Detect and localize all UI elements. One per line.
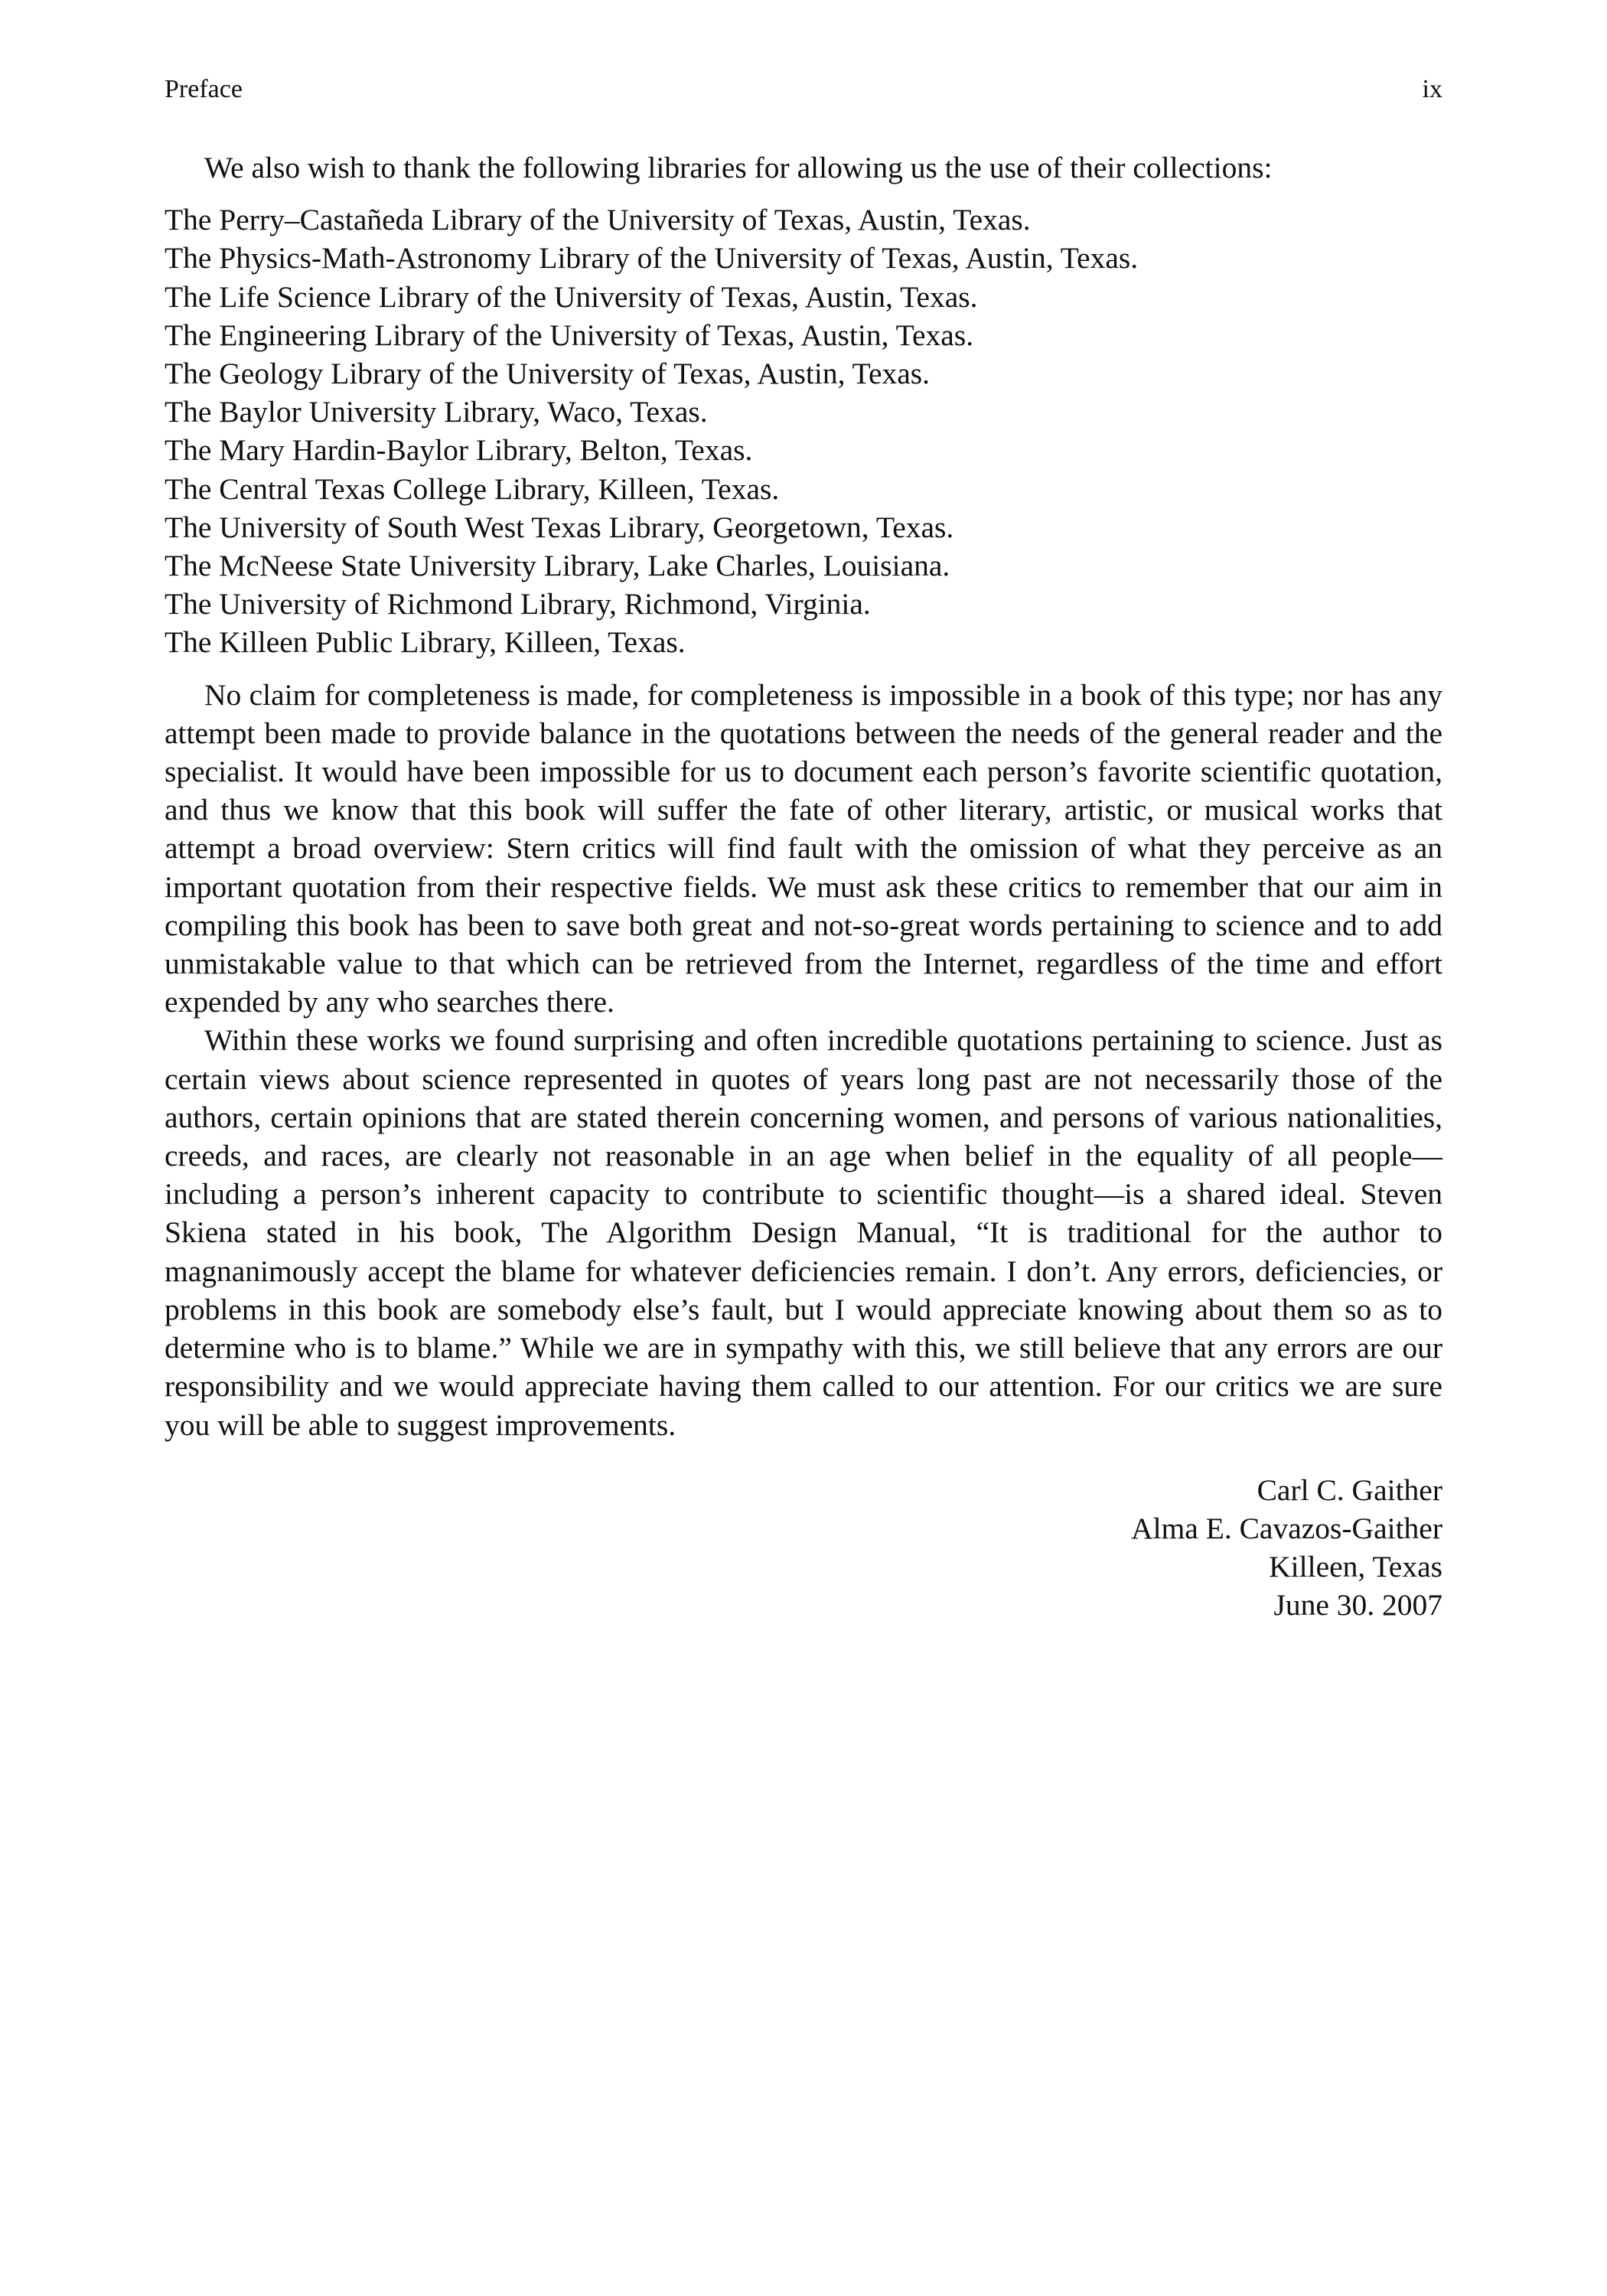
library-item: The University of South West Texas Library, Georgetown, Texas. xyxy=(165,510,954,544)
body-text xyxy=(165,148,1442,1625)
completeness-paragraph: No claim for completeness is made, for completeness is impossible in a book of this type; nor has any attempt been made to provide balance in the quotations between the needs of the general reader and the specialist. It would have been impossible for us to document each person’s favorite scientific quotation, and thus we know that this book will suffer the fate of other literary, artistic, or musical works that attempt a broad overview: Stern critics will find fault with the omission of what they perceive as an important quotation from their respective fields. We must ask these critics to remember that our aim in compiling this book has been to save both great and not-so-great words pertaining to science and to add unmistakable value to that which can be retrieved from the Internet, regardless of the time and effort expended by any who searches there. xyxy=(165,677,1442,1019)
author-name: Alma E. Cavazos-Gaither xyxy=(1131,1511,1442,1545)
library-item: The Central Texas College Library, Killeen, Texas. xyxy=(165,471,780,506)
library-item: The Baylor University Library, Waco, Texas. xyxy=(165,395,708,429)
library-item: The University of Richmond Library, Richmond, Virginia. xyxy=(165,587,871,621)
author-name: Carl C. Gaither xyxy=(1257,1473,1442,1507)
signature-place: Killeen, Texas xyxy=(1269,1550,1442,1584)
library-item: The Life Science Library of the University of Texas, Austin, Texas. xyxy=(165,279,978,314)
intro-paragraph: We also wish to thank the following libraries for allowing us the use of their collections: xyxy=(204,151,1273,184)
library-item: The Killeen Public Library, Killeen, Texas. xyxy=(165,625,686,660)
library-item: The Perry–Castañeda Library of the University of Texas, Austin, Texas. xyxy=(165,203,1031,237)
running-head xyxy=(165,70,1442,109)
library-item: The Engineering Library of the University of Texas, Austin, Texas. xyxy=(165,318,974,352)
signature-block xyxy=(165,1471,1442,1625)
quotations-paragraph: Within these works we found surprising and often incredible quotations pertaining to science. Just as certain views about science represented in quotes of years long past are not necessarily those of the authors, certain opinions that are stated therein concerning women, and persons of various nationalities, creeds, and races, are clearly not reasonable in an age when belief in the equality of all people—including a person’s inherent capacity to contribute to scientific thought—is a shared ideal. Steven Skiena stated in his book, The Algorithm Design Manual, “It is traditional for the author to magnanimously accept the blame for whatever deficiencies remain. I don’t. Any errors, deficiencies, or problems in this book are somebody else’s fault, but I would appreciate knowing about them so as to determine who is to blame.” While we are in sympathy with this, we still believe that any errors are our responsibility and we would appreciate having them called to our attention. For our critics we are sure you will be able to suggest improvements. xyxy=(165,1023,1442,1442)
signature-date: June 30. 2007 xyxy=(1273,1588,1442,1623)
library-item: The McNeese State University Library, Lake Charles, Louisiana. xyxy=(165,549,950,583)
running-head-section: Preface xyxy=(165,75,243,103)
page-number: ix xyxy=(1422,75,1442,103)
library-item: The Mary Hardin-Baylor Library, Belton, Texas. xyxy=(165,433,753,468)
library-item: The Geology Library of the University of Texas, Austin, Texas. xyxy=(165,357,931,391)
library-item: The Physics-Math-Astronomy Library of the University of Texas, Austin, Texas. xyxy=(165,241,1139,276)
library-list xyxy=(165,201,1442,661)
